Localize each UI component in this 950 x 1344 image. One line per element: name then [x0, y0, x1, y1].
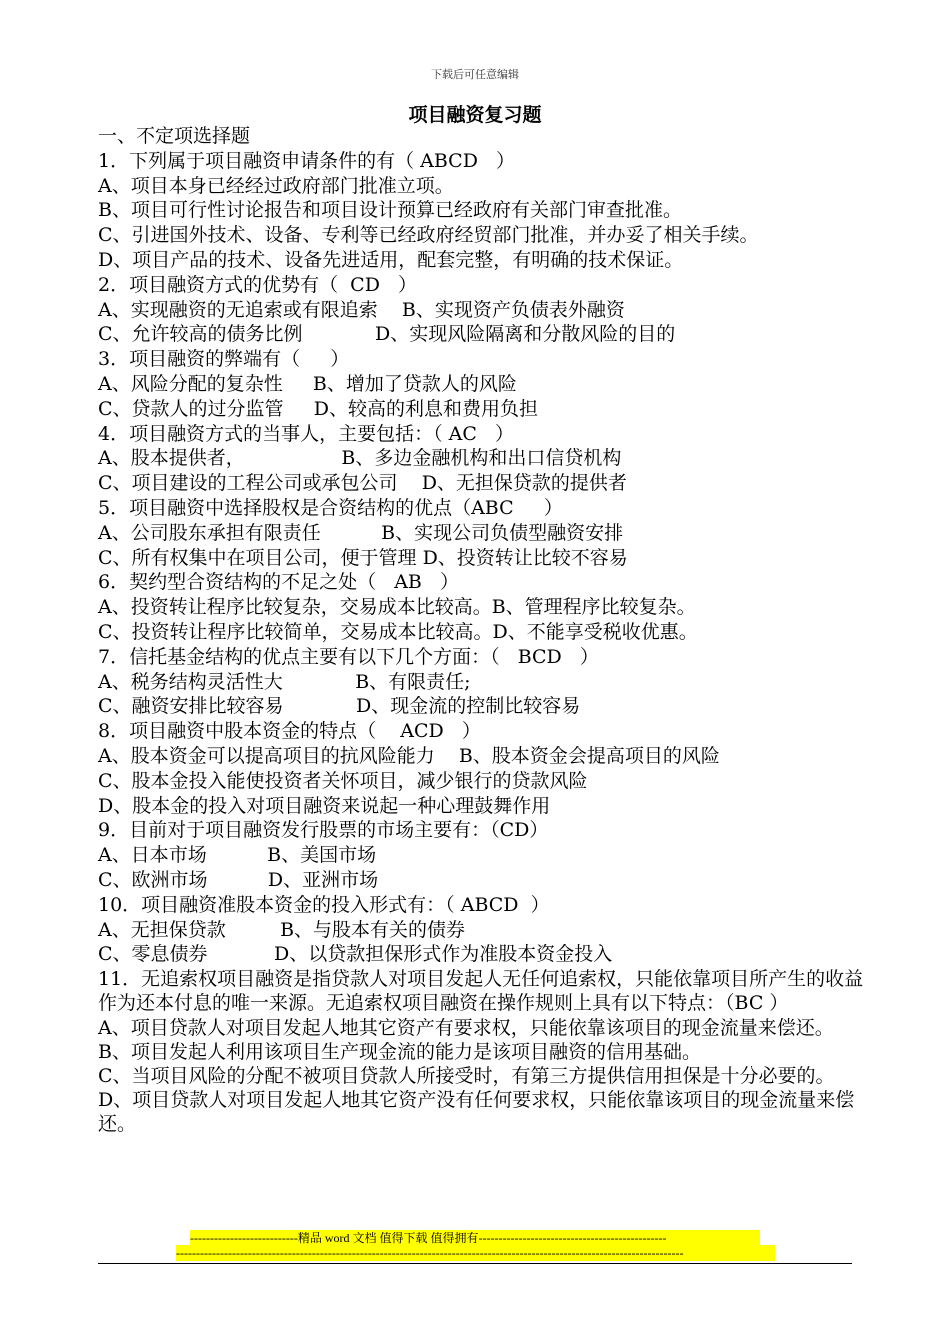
question-2: 2．项目融资方式的优势有（ CD ） — [98, 273, 418, 296]
question-5: 5．项目融资中选择股权是合资结构的优点（ABC ） — [98, 496, 563, 519]
q6-options-cd: C、投资转让程序比较简单，交易成本比较高。D、不能享受税收优惠。 — [98, 620, 698, 643]
q9-options-ab: A、日本市场 B、美国市场 — [98, 844, 377, 867]
footer-watermark-line: ---------------------------精品 word 文档 值得下载 值得拥有----------------------------------------------- — [190, 1230, 760, 1246]
section-heading: 一、不定项选择题 — [98, 125, 251, 147]
footer-rule — [98, 1263, 852, 1264]
q7-options-cd: C、融资安排比较容易 D、现金流的控制比较容易 — [98, 695, 581, 718]
q3-options-cd: C、贷款人的过分监管 D、较高的利息和费用负担 — [98, 397, 538, 420]
q4-options-cd: C、项目建设的工程公司或承包公司 D、无担保贷款的提供者 — [98, 472, 627, 495]
q4-options-ab: A、股本提供者， B、多边金融机构和出口信贷机构 — [98, 447, 622, 470]
question-1: 1．下列属于项目融资申请条件的有（ ABCD ） — [98, 149, 516, 172]
q11-option-b: B、项目发起人利用该项目生产现金流的能力是该项目融资的信用基础。 — [98, 1040, 701, 1063]
q6-options-ab: A、投资转让程序比较复杂，交易成本比较高。B、管理程序比较复杂。 — [98, 596, 696, 619]
q8-options-ab: A、股本资金可以提高项目的抗风险能力 B、股本资金会提高项目的风险 — [98, 744, 720, 767]
q1-option-c: C、引进国外技术、设备、专利等已经政府经贸部门批准，并办妥了相关手续。 — [98, 224, 759, 247]
q1-option-d: D、项目产品的技术、设备先进适用，配套完整，有明确的技术保证。 — [98, 248, 684, 271]
question-3: 3．项目融资的弊端有（ ） — [98, 348, 350, 371]
q9-options-cd: C、欧洲市场 D、亚洲市场 — [98, 868, 379, 891]
q5-options-ab: A、公司股东承担有限责任 B、实现公司负债型融资安排 — [98, 521, 624, 544]
question-4: 4．项目融资方式的当事人，主要包括：（ AC ） — [98, 422, 515, 445]
question-9: 9．目前对于项目融资发行股票的市场主要有：（CD） — [98, 819, 549, 842]
question-8: 8．项目融资中股本资金的特点（ ACD ） — [98, 720, 481, 743]
q2-options-ab: A、实现融资的无追索或有限追索 B、实现资产负债表外融资 — [98, 298, 625, 321]
q7-options-ab: A、税务结构灵活性大 B、有限责任; — [98, 670, 471, 693]
q10-options-ab: A、无担保贷款 B、与股本有关的债券 — [98, 918, 466, 941]
question-6: 6．契约型合资结构的不足之处（ AB ） — [98, 571, 460, 594]
q8-option-d: D、股本金的投入对项目融资来说起一种心理鼓舞作用 — [98, 794, 551, 817]
document-title: 项目融资复习题 — [408, 104, 542, 126]
q5-options-cd: C、所有权集中在项目公司，便于管理 D、投资转让比较不容易 — [98, 546, 628, 569]
q11-option-d: D、项目贷款人对项目发起人地其它资产没有任何要求权，只能依靠该项目的现金流量来偿还。 — [98, 1089, 855, 1136]
q11-option-c: C、当项目风险的分配不被项目贷款人所接受时，有第三方提供信用担保是十分必要的。 — [98, 1064, 835, 1087]
question-10: 10．项目融资准股本资金的投入形式有：（ ABCD ） — [98, 893, 550, 916]
header-note: 下载后可任意编辑 — [431, 68, 519, 81]
footer-dash-line: ------------------------------------------------------------------------------------------------------------------------------- — [176, 1245, 775, 1261]
q8-option-c: C、股本金投入能使投资者关怀项目，减少银行的贷款风险 — [98, 769, 588, 792]
q1-option-a: A、项目本身已经经过政府部门批准立项。 — [98, 174, 454, 197]
question-11: 11．无追索权项目融资是指贷款人对项目发起人无任何追索权，只能依靠项目所产生的收益作为还本付息的唯一来源。无追索权项目融资在操作规则上具有以下特点：（BC ） — [98, 968, 864, 1015]
q3-options-ab: A、风险分配的复杂性 B、增加了贷款人的风险 — [98, 372, 517, 395]
document-body — [98, 124, 868, 1137]
q11-option-a: A、项目贷款人对项目发起人地其它资产有要求权，只能依靠该项目的现金流量来偿还。 — [98, 1016, 834, 1039]
q10-options-cd: C、零息债券 D、以贷款担保形式作为准股本资金投入 — [98, 943, 613, 966]
q2-options-cd: C、允许较高的债务比例 D、实现风险隔离和分散风险的目的 — [98, 323, 676, 346]
q1-option-b: B、项目可行性讨论报告和项目设计预算已经政府有关部门审查批准。 — [98, 199, 682, 222]
question-7: 7．信托基金结构的优点主要有以下几个方面：（ BCD ） — [98, 645, 599, 668]
